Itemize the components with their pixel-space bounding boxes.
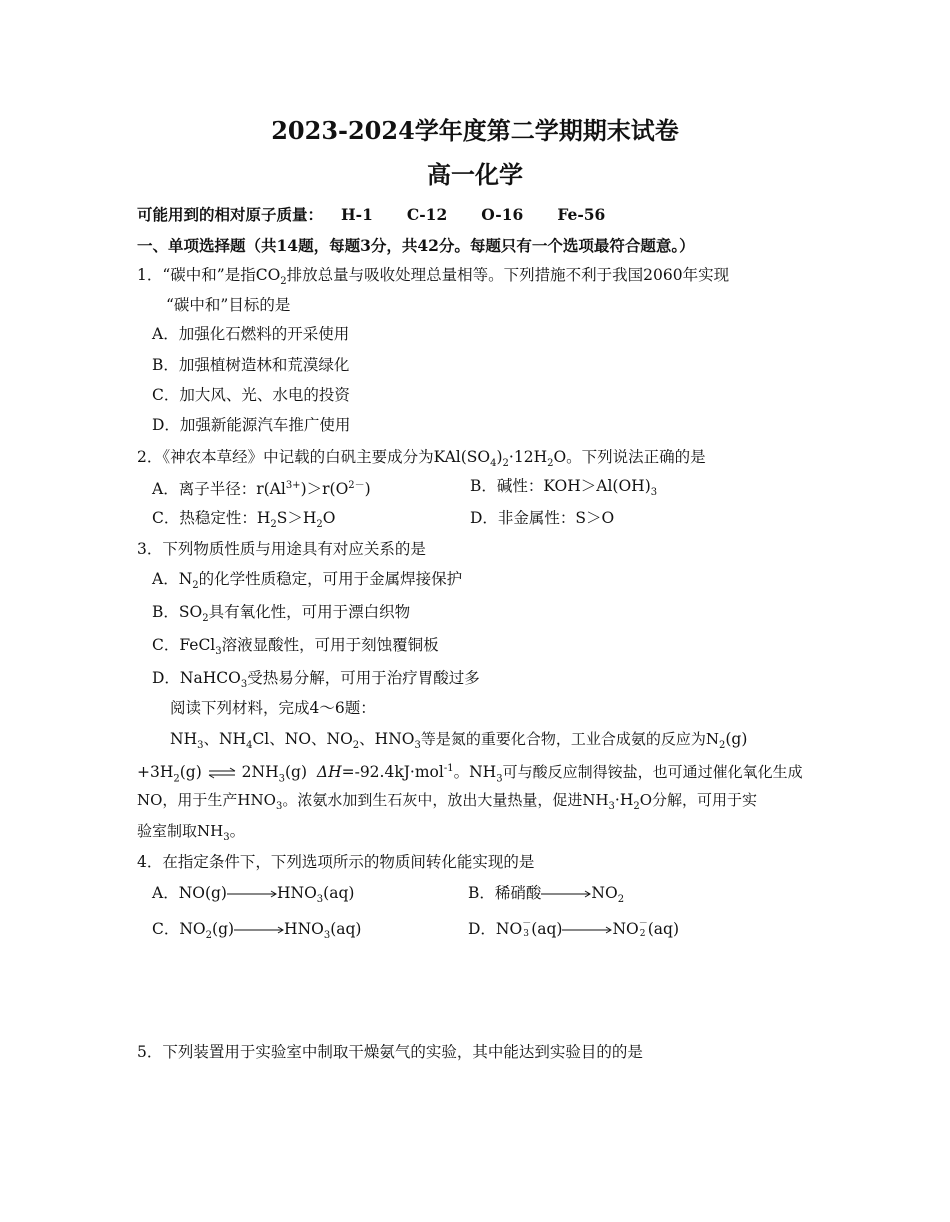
atomic-mass-o: O-16 bbox=[481, 205, 524, 224]
question-4-option-d bbox=[468, 919, 679, 939]
stem-text: 下列装置用于实验室中制取干燥氨气的实验，其中能达到实验目的的是 bbox=[162, 1043, 643, 1061]
reading-text: 2NH bbox=[241, 763, 279, 782]
option-text: ) bbox=[364, 480, 371, 499]
option-text: B．稀硝酸 bbox=[468, 884, 542, 902]
option-text: B．SO bbox=[152, 603, 203, 621]
superscript: 3+ bbox=[285, 480, 301, 491]
question-2-option-d: D．非金属性：S＞O bbox=[470, 509, 615, 527]
option-text: C．热稳定性：H bbox=[152, 509, 271, 527]
reading-text: 等是氮的重要化合物，工业合成氨的反应为N bbox=[420, 730, 719, 748]
reading-text: 验室制取NH bbox=[137, 822, 224, 840]
stem-text: ·12H bbox=[508, 448, 548, 466]
reading-text: 、HNO bbox=[359, 730, 415, 748]
question-1-option-d: D．加强新能源汽车推广使用 bbox=[152, 416, 351, 434]
subscript: 3 bbox=[278, 773, 285, 785]
option-text: NO bbox=[612, 920, 639, 938]
option-text: 受热易分解，可用于治疗胃酸过多 bbox=[247, 669, 480, 687]
question-4-option-c bbox=[152, 919, 361, 946]
reading-intro: 阅读下列材料，完成4～6题： bbox=[170, 699, 376, 717]
question-4-option-b bbox=[468, 883, 624, 910]
option-text: A．NO(g) bbox=[152, 884, 227, 902]
atomic-mass-line bbox=[137, 205, 605, 225]
exam-title: 2023-2024学年度第二学期期末试卷 bbox=[271, 116, 679, 145]
subscript: 3 bbox=[608, 801, 615, 813]
reading-text: =-92.4kJ·mol bbox=[341, 763, 444, 782]
reading-text: (g) bbox=[725, 730, 748, 748]
question-1-stem-line2: “碳中和”目标的是 bbox=[166, 296, 291, 314]
subscript: 2 bbox=[270, 519, 277, 531]
atomic-mass-c: C-12 bbox=[406, 205, 448, 224]
superscript: -1 bbox=[443, 763, 454, 774]
reading-text: ·H bbox=[614, 791, 634, 809]
subscript: 4 bbox=[246, 740, 253, 752]
question-2-option-c bbox=[152, 508, 336, 535]
option-text: HNO bbox=[284, 920, 324, 938]
reaction-arrow-icon bbox=[234, 925, 284, 935]
ion-charge bbox=[522, 919, 532, 939]
equilibrium-arrow-icon bbox=[207, 767, 237, 779]
stem-text: 排放总量与吸收处理总量相等。下列措施不利于我国2060年实现 bbox=[286, 266, 730, 284]
option-text: (aq) bbox=[323, 884, 355, 902]
subscript: 3 bbox=[316, 894, 324, 906]
subscript: 2 bbox=[352, 740, 360, 752]
stem-text: 《神农本草经》中记载的白矾主要成分为KAl(SO bbox=[162, 448, 491, 466]
question-1-option-c: C．加大风、光、水电的投资 bbox=[152, 386, 350, 404]
superscript: － bbox=[638, 919, 648, 929]
reading-text: 可与酸反应制得铵盐，也可通过催化氧化生成 bbox=[502, 763, 803, 782]
question-number: 4． bbox=[137, 853, 163, 871]
option-text: B．碱性：KOH＞Al(OH) bbox=[470, 477, 651, 495]
reading-line-1 bbox=[170, 729, 747, 756]
option-text: (g) bbox=[212, 920, 235, 938]
superscript: － bbox=[522, 919, 532, 929]
option-text: D．NO bbox=[468, 920, 523, 938]
option-text: (aq) bbox=[330, 920, 362, 938]
option-text: NO bbox=[591, 884, 618, 902]
section-title: 一、单项选择题（共14题，每题3分，共42分。每题只有一个选项最符合题意。） bbox=[137, 236, 695, 255]
reading-text: O分解，可用于实 bbox=[639, 791, 758, 809]
question-1-option-b: B．加强植树造林和荒漠绿化 bbox=[152, 356, 350, 374]
reaction-arrow-icon bbox=[541, 889, 591, 899]
subscript: 2 bbox=[547, 458, 554, 470]
question-3-option-a bbox=[152, 569, 462, 596]
subscript: 2 bbox=[617, 894, 625, 906]
subscript: 2 bbox=[192, 580, 199, 592]
subscript: 3 bbox=[650, 487, 658, 499]
subscript: 3 bbox=[197, 740, 204, 752]
question-5-stem bbox=[137, 1042, 643, 1062]
reading-text: Cl、NO、NO bbox=[252, 730, 353, 748]
option-text: C．NO bbox=[152, 920, 206, 938]
atomic-mass-fe: Fe-56 bbox=[557, 205, 606, 224]
subscript: 3 bbox=[275, 801, 283, 813]
subscript: 2 bbox=[502, 458, 509, 470]
subscript: 3 bbox=[496, 773, 503, 785]
subscript: 2 bbox=[202, 613, 209, 625]
question-2-stem bbox=[137, 447, 706, 474]
option-text: C．FeCl bbox=[152, 636, 216, 654]
option-text: HNO bbox=[276, 884, 317, 902]
option-text: (aq) bbox=[647, 920, 680, 938]
question-3-stem bbox=[137, 539, 426, 559]
atomic-mass-label: 可能用到的相对原子质量： bbox=[137, 205, 324, 224]
enthalpy-symbol: ΔH bbox=[316, 763, 342, 782]
subscript: 2 bbox=[718, 740, 726, 752]
reading-text: NH bbox=[170, 730, 198, 748]
subscript: 3 bbox=[223, 832, 230, 844]
stem-text: “碳中和”是指CO bbox=[162, 266, 281, 284]
option-text: )＞r(O bbox=[300, 480, 349, 499]
reading-text: NO，用于生产HNO bbox=[137, 791, 276, 809]
subscript: 4 bbox=[490, 458, 497, 470]
question-3-option-b bbox=[152, 602, 410, 629]
subscript: 3 bbox=[215, 646, 222, 658]
reading-text: (g) bbox=[284, 763, 308, 782]
ion-charge bbox=[638, 919, 648, 939]
reading-text: +3H bbox=[137, 763, 174, 782]
reaction-arrow-icon bbox=[562, 925, 612, 935]
option-text: S＞H bbox=[276, 509, 317, 527]
option-text: A．N bbox=[152, 570, 193, 588]
question-1-option-a: A．加强化石燃料的开采使用 bbox=[152, 325, 350, 343]
subscript: 2 bbox=[639, 929, 646, 939]
question-4-option-a bbox=[152, 883, 354, 910]
reading-text: 、NH bbox=[203, 730, 247, 748]
question-4-stem bbox=[137, 852, 534, 872]
reading-text: 。浓氨水加到生石灰中，放出大量热量，促进NH bbox=[282, 791, 609, 809]
subscript: 3 bbox=[414, 740, 421, 752]
subscript: 2 bbox=[316, 519, 323, 531]
question-number: 2． bbox=[137, 448, 163, 466]
subscript: 3 bbox=[240, 679, 248, 691]
option-text: O bbox=[322, 509, 336, 527]
question-number: 3． bbox=[137, 540, 163, 558]
reading-text: 。NH bbox=[453, 763, 497, 782]
stem-text: O。下列说法正确的是 bbox=[553, 448, 706, 466]
question-2-option-a bbox=[152, 476, 371, 499]
atomic-mass-h: H-1 bbox=[341, 205, 373, 224]
subscript: 2 bbox=[205, 930, 213, 942]
reading-text: (g) bbox=[179, 763, 202, 782]
question-1-stem bbox=[137, 265, 729, 292]
reading-text: 。 bbox=[229, 822, 246, 840]
option-text: D．NaHCO bbox=[152, 669, 241, 687]
option-text: 的化学性质稳定，可用于金属焊接保护 bbox=[198, 570, 463, 588]
question-3-option-c bbox=[152, 635, 439, 662]
superscript: 2－ bbox=[348, 480, 365, 491]
reaction-arrow-icon bbox=[227, 889, 277, 899]
question-3-option-d bbox=[152, 668, 480, 695]
option-text: 具有氧化性，可用于漂白织物 bbox=[208, 603, 411, 621]
option-text: A．离子半径：r(Al bbox=[152, 480, 286, 499]
option-text: 溶液显酸性，可用于刻蚀覆铜板 bbox=[221, 636, 439, 654]
stem-text: ) bbox=[496, 448, 503, 466]
stem-text: 在指定条件下，下列选项所示的物质间转化能实现的是 bbox=[162, 853, 535, 871]
subscript: 2 bbox=[633, 801, 640, 813]
question-number: 5． bbox=[137, 1043, 163, 1061]
question-number: 1． bbox=[137, 266, 163, 284]
reading-line-2 bbox=[137, 759, 803, 789]
subscript: 2 bbox=[280, 276, 287, 288]
reading-line-3 bbox=[137, 790, 757, 817]
subscript: 3 bbox=[323, 930, 331, 942]
subscript: 3 bbox=[523, 929, 529, 939]
exam-subtitle: 高一化学 bbox=[427, 160, 523, 189]
subscript: 2 bbox=[173, 773, 180, 785]
reading-line-4 bbox=[137, 821, 245, 848]
stem-text: 下列物质性质与用途具有对应关系的是 bbox=[162, 540, 426, 558]
option-text: (aq) bbox=[531, 920, 563, 938]
question-2-option-b bbox=[470, 476, 657, 503]
